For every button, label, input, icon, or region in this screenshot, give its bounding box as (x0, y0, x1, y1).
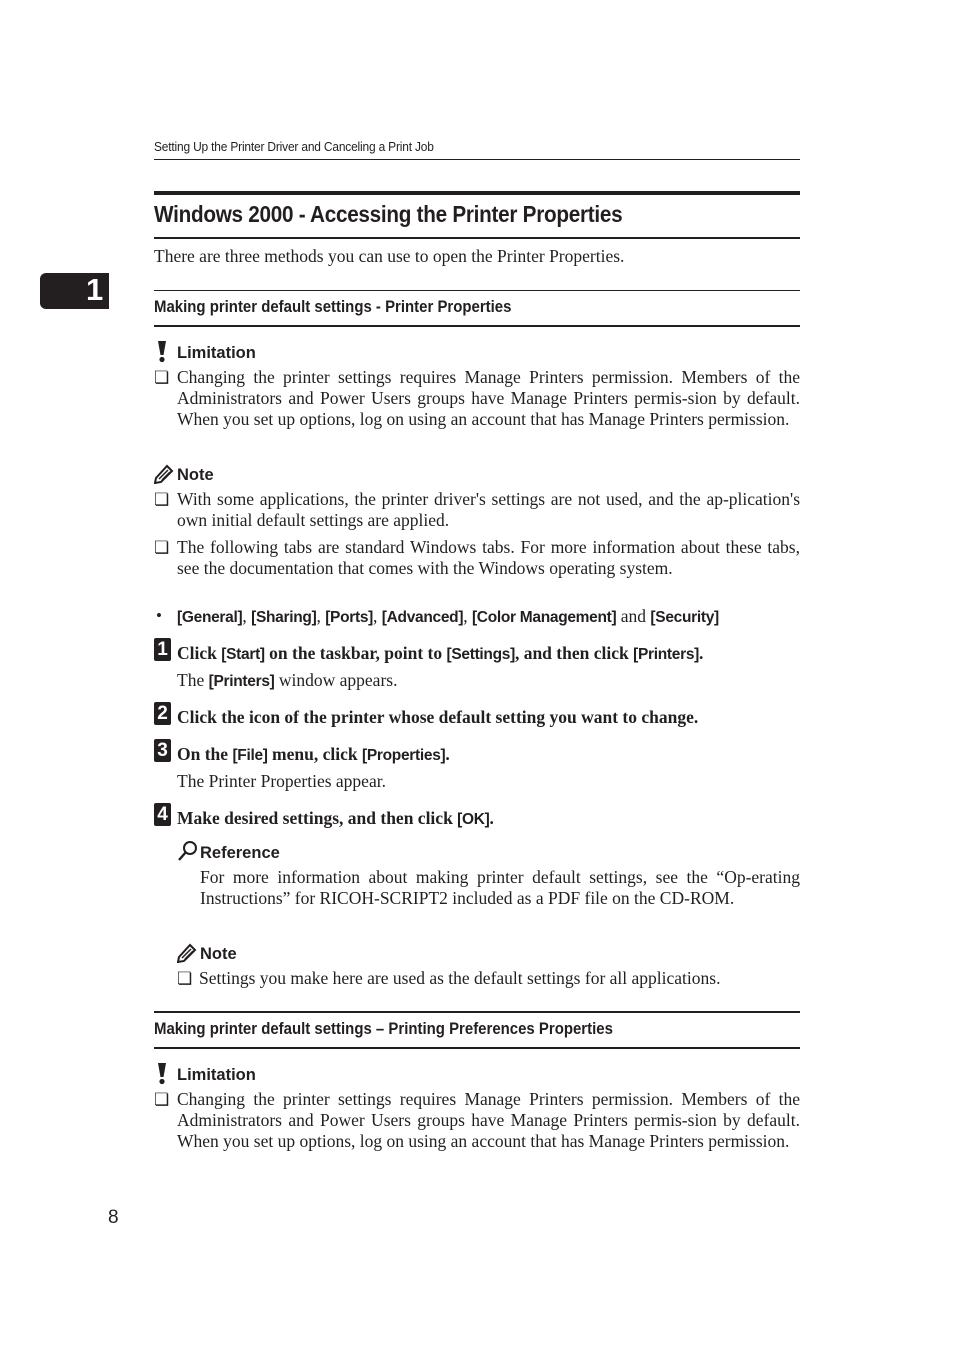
pencil-icon (177, 943, 197, 963)
printers-keyword: [Printers] (208, 673, 275, 690)
step-4-part: . (489, 808, 494, 828)
step-3-part: On the (177, 744, 233, 764)
tab-advanced: [Advanced] (381, 609, 464, 626)
page-title: Windows 2000 - Accessing the Printer Properties (154, 201, 623, 227)
limitation-label: Limitation (177, 1066, 256, 1084)
step-1-part: Click (177, 643, 222, 663)
step-3-text (177, 744, 450, 765)
step-1-part: on the taskbar, point to (264, 643, 447, 663)
note-label: Note (200, 945, 237, 963)
step-2-number: 2 (154, 702, 171, 725)
section1-top-rule (154, 290, 800, 291)
properties-keyword: [Properties] (361, 747, 446, 764)
step-1-text (177, 643, 703, 664)
limitation-icon (155, 341, 169, 363)
step-1-part: . (699, 643, 704, 663)
tab-security: [Security] (650, 609, 719, 626)
tab-color-management: [Color Management] (471, 609, 617, 626)
ok-keyword: [OK] (457, 811, 490, 828)
separator: , (373, 606, 382, 626)
limitation-text: Changing the printer settings requires Manage Printers permission. Members of the Administrators and Power Users groups have Manage Printers permis-sion by default. When you set up options, log on using an account that has Manage Printers permission. (177, 367, 800, 429)
running-head: Setting Up the Printer Driver and Canceling a Print Job (154, 139, 434, 154)
step-1-part: , and then click (514, 643, 634, 663)
checkbox-icon: ❏ (154, 490, 170, 509)
checkbox-icon: ❏ (154, 1090, 170, 1109)
note-text: Settings you make here are used as the default settings for all applications. (199, 968, 721, 988)
separator: , (463, 606, 472, 626)
section2-heading: Making printer default settings – Printing Preferences Properties (154, 1019, 613, 1038)
step-3-number: 3 (154, 739, 171, 762)
tab-list (177, 606, 719, 627)
limitation-text: Changing the printer settings requires Manage Printers permission. Members of the Administrators and Power Users groups have Manage Printers permis-sion by default. When you set up options, log on using an account that has Manage Printers permission. (177, 1089, 800, 1151)
step-1-result-part: window appears. (274, 670, 398, 690)
header-rule (154, 159, 800, 160)
settings-keyword: [Settings] (446, 646, 515, 663)
conjunction: and (616, 606, 651, 626)
pencil-icon (154, 464, 174, 484)
step-1-number: 1 (154, 638, 171, 661)
bullet-icon: • (156, 606, 162, 625)
limitation-label: Limitation (177, 344, 256, 362)
reference-text: For more information about making printer default settings, see the “Op-erating Instructions” for RICOH-SCRIPT2 included as a PDF file on the CD-ROM. (200, 867, 800, 908)
step-4-text (177, 808, 494, 829)
step-3-part: . (445, 744, 450, 764)
step-2-text: Click the icon of the printer whose default setting you want to change. (177, 707, 699, 727)
checkbox-icon: ❏ (154, 538, 170, 557)
page-number: 8 (108, 1207, 119, 1228)
note-label: Note (177, 466, 214, 484)
intro-text: There are three methods you can use to open the Printer Properties. (154, 246, 625, 266)
chapter-number: 1 (86, 272, 104, 307)
step-3-result: The Printer Properties appear. (177, 771, 386, 791)
step-1-result-part: The (177, 670, 209, 690)
separator: , (316, 606, 326, 626)
printers-keyword: [Printers] (633, 646, 700, 663)
section1-heading: Making printer default settings - Printer Properties (154, 297, 512, 316)
title-bottom-rule (154, 237, 800, 239)
step-4-part: Make desired settings, and then click (177, 808, 458, 828)
section2-top-rule (154, 1011, 800, 1013)
step-3-part: menu, click (267, 744, 362, 764)
reference-label: Reference (200, 844, 280, 862)
step-1-result (177, 670, 397, 691)
tab-ports: [Ports] (325, 609, 374, 626)
note-item-2: The following tabs are standard Windows tabs. For more information about these tabs, see the documentation that comes with the Windows operating system. (177, 537, 800, 578)
section2-bottom-rule (154, 1047, 800, 1049)
start-keyword: [Start] (221, 646, 265, 663)
checkbox-icon: ❏ (177, 969, 193, 988)
title-top-rule (154, 191, 800, 195)
magnifier-icon (177, 840, 199, 862)
tab-general: [General] (177, 609, 243, 626)
section1-bottom-rule (154, 325, 800, 327)
separator: , (242, 606, 252, 626)
note-item-1: With some applications, the printer driver's settings are not used, and the ap-plication's own initial default settings are applied. (177, 489, 800, 530)
limitation-icon (155, 1063, 169, 1085)
tab-sharing: [Sharing] (251, 609, 317, 626)
step-4-number: 4 (154, 803, 171, 826)
checkbox-icon: ❏ (154, 368, 170, 387)
file-keyword: [File] (232, 747, 268, 764)
